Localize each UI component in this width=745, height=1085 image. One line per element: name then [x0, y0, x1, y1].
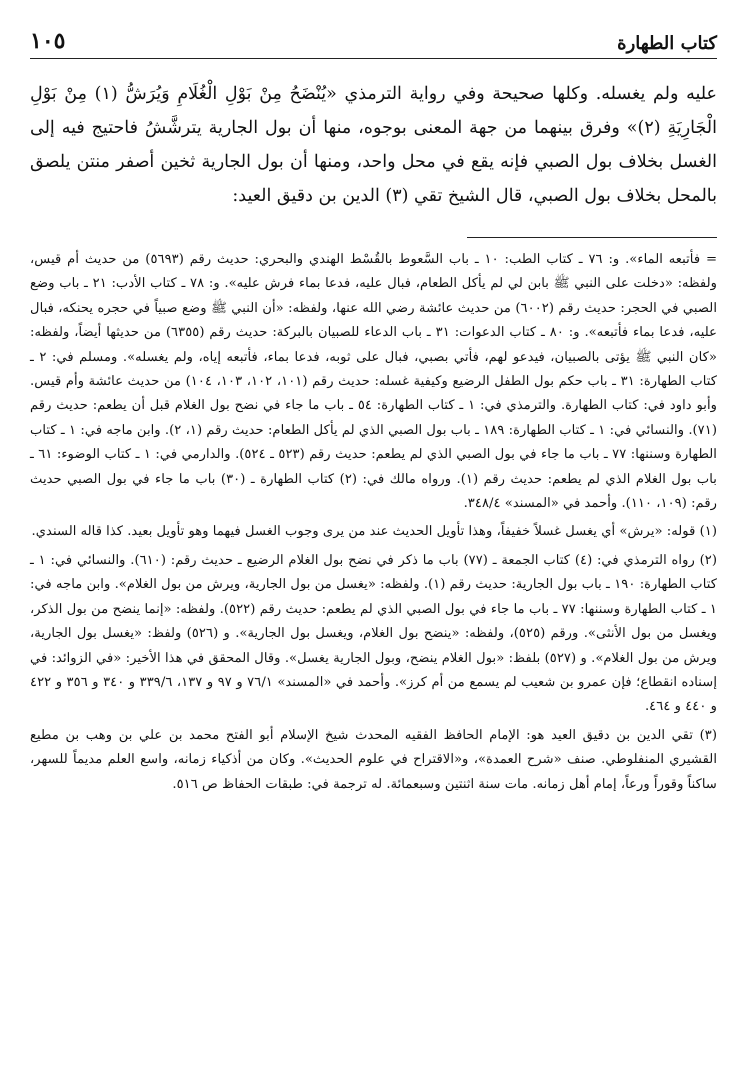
footnote-2: (٢) رواه الترمذي في: (٤) كتاب الجمعة ـ (٧٧) باب ما ذكر في نضح بول الغلام الرضيع ـ حديث رقم: (٦١٠). والنسائي في: ١ ـ كتاب الطهارة: ١٩٠ ـ باب بول الجارية: حديث رقم (١). ولفظه: «يغسل من بول الجارية، ويرش من بول الغلام». وابن ماجه في: ١ ـ كتاب الطهارة وسننها: ٧٧ ـ باب ما جاء في بول الصبي الذي لم يطعم: حديث رقم (٥٢٢). ولفظه: «إنما ينضح من بول الذكر، ويغسل من بول الأنثى». ورقم (٥٢٥)، ولفظه: «ينضح بول الغلام، ويغسل بول الجارية». و (٥٢٦) ولفظ: «يغسل بول الجارية، ويرش من بول الغلام». و (٥٢٧) بلفظ: «بول الغلام ينضح، وبول الجارية يغسل». وقال المحقق في هذا الأخير: «في الزوائد: في إسناده انقطاع؛ فإن عمرو بن شعيب لم يسمع من أم كرز». وأحمد في «المسند» ٧٦/١ و ٩٧ و ١٣٧، ٣٣٩/٦ و ٣٤٠ و ٣٥٦ و ٤٢٢ و ٤٤٠ و ٤٦٤. [30, 552, 717, 715]
body-paragraph: عليه ولم يغسله. وكلها صحيحة وفي رواية الترمذي «يُنْضَحُ مِنْ بَوْلِ الْغُلَامِ وَيُرَشُّ (١) مِنْ بَوْلِ الْجَارِيَةِ (٢)» وفرق بينهما من جهة المعنى بوجوه، منها أن بول الجارية يترشَّشُ فاحتيج فيه إلى الغسل بخلاف بول الصبي فإنه يقع في محل واحد، ومنها أن بول الجارية ثخين أصفر منتن يلصق بالمحل بخلاف بول الصبي، قال الشيخ تقي (٣) الدين بن دقيق العيد: [30, 84, 718, 206]
page-number: ١٠٥ [30, 28, 66, 54]
main-text [30, 77, 717, 213]
footnotes [30, 248, 717, 797]
footnote-1: (١) قوله: «يرش» أي يغسل غسلاً خفيفاً، وهذا تأويل الحديث عند من يرى وجوب الغسل فيهما وهو تأويل بعيد. كذا قاله السندي. [31, 524, 717, 540]
footnote-3: (٣) تقي الدين بن دقيق العيد هو: الإمام الحافظ الفقيه المحدث شيخ الإسلام أبو الفتح محمد بن علي بن وهب بن مطيع القشيري المنفلوطي. صنف «شرح العمدة»، و«الاقتراح في علوم الحديث». وكان من أذكياء زمانه، واسع العلم مديماً للسهر، ساكناً وقوراً ورعاً، إمام أهل زمانه. مات سنة اثنتين وسبعمائة. له ترجمة في: طبقات الحفاظ ص ٥١٦. [30, 727, 717, 792]
chapter-title: كتاب الطهارة [617, 33, 717, 54]
footnote-continuation: = فأتبعه الماء». و: ٧٦ ـ كتاب الطب: ١٠ ـ باب السَّعوط بالقُسْط الهندي والبحري: حديث رقم (٥٦٩٣) من حديث أم قيس، ولفظه: «دخلت على النبي ﷺ بابن لي لم يأكل الطعام، فبال عليه، فدعا بماء فرش عليه». و: ٧٨ ـ كتاب الأدب: ٢١ ـ باب وضع الصبي في الحجر: حديث رقم (٦٠٠٢) من حديث عائشة رضي الله عنها، ولفظه: «أن النبي ﷺ وضع صبياً في حجره يحنكه، فبال عليه، فدعا بماء فأتبعه». و: ٨٠ ـ كتاب الدعوات: ٣١ ـ باب الدعاء للصبيان بالبركة: حديث رقم (٦٣٥٥) من حديثها أيضاً، ولفظه: «كان النبي ﷺ يؤتى بالصبيان، فيدعو لهم، فأتي بصبي، فبال على ثوبه، فدعا بماء، فأتبعه إياه، ولم يغسله». ومسلم في: ٢ ـ كتاب الطهارة: ٣١ ـ باب حكم بول الطفل الرضيع وكيفية غسله: حديث رقم (١٠١، ١٠٢، ١٠٣، ١٠٤) من حديث عائشة وأم قيس. وأبو داود في: كتاب الطهارة. والترمذي في: ١ ـ كتاب الطهارة: ٥٤ ـ باب ما جاء في نضح بول الغلام قبل أن يطعم: حديث رقم (٧١). والنسائي في: ١ ـ كتاب الطهارة: ١٨٩ ـ باب بول الصبي الذي لم يأكل الطعام: حديث رقم (١، ٢). وابن ماجه في: ١ ـ كتاب الطهارة وسننها: ٧٧ ـ باب ما جاء في بول الصبي الذي لم يطعم: حديث رقم (٥٢٣ ـ ٥٢٤). والدارمي في: ١ ـ كتاب الوضوء: ٦١ ـ باب بول الغلام الذي لم يطعم: حديث رقم (١). ورواه مالك في: (٢) كتاب الطهارة ـ (٣٠) باب ما جاء في بول الصبي حديث رقم: (١٠٩، ١١٠). وأحمد في «المسند» ٣٤٨/٤. [30, 252, 718, 512]
running-header [30, 24, 717, 59]
footnote-separator [467, 237, 717, 238]
book-page [30, 24, 717, 1075]
